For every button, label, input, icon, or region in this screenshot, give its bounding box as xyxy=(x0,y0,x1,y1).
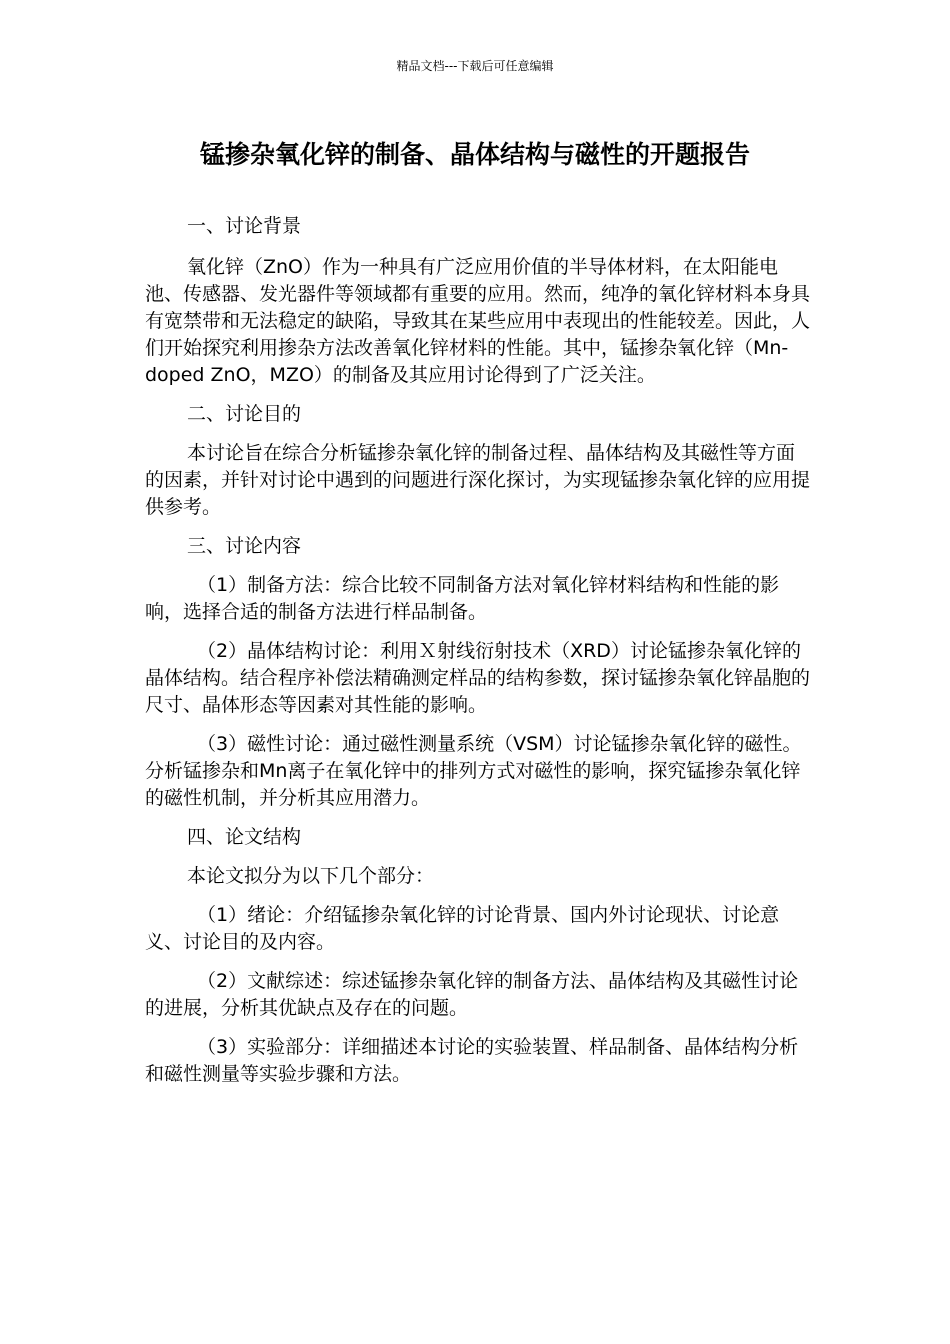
list-item-preparation: （1）制备方法：综合比较不同制备方法对氧化锌材料结构和性能的影响，选择合适的制备方法进行样品制备。 xyxy=(145,574,780,623)
list-item-introduction: （1）绪论：介绍锰掺杂氧化锌的讨论背景、国内外讨论现状、讨论意义、讨论目的及内容。 xyxy=(145,904,780,953)
running-header: 精品文档---下载后可任意编辑 xyxy=(396,59,554,73)
section-heading-structure: 四、论文结构 xyxy=(187,826,302,848)
paragraph-purpose: 本讨论旨在综合分析锰掺杂氧化锌的制备过程、晶体结构及其磁性等方面的因素，并针对讨论中遇到的问题进行深化探讨，为实现锰掺杂氧化锌的应用提供参考。 xyxy=(145,442,811,518)
paragraph-background: 氧化锌（ZnO）作为一种具有广泛应用价值的半导体材料，在太阳能电池、传感器、发光器件等领域都有重要的应用。然而，纯净的氧化锌材料本身具有宽禁带和无法稳定的缺陷，导致其在某些应用中表现出的性能较差。因此，人们开始探究利用掺杂方法改善氧化锌材料的性能。其中，锰掺杂氧化锌（Mn-doped ZnO，MZO）的制备及其应用讨论得到了广泛关注。 xyxy=(145,256,811,386)
document-title: 锰掺杂氧化锌的制备、晶体结构与磁性的开题报告 xyxy=(199,140,750,169)
list-item-crystal-structure: （2）晶体结构讨论：利用Ｘ射线衍射技术（XRD）讨论锰掺杂氧化锌的晶体结构。结合程序补偿法精确测定样品的结构参数，探讨锰掺杂氧化锌晶胞的尺寸、晶体形态等因素对其性能的影响。 xyxy=(145,640,811,716)
list-item-magnetism: （3）磁性讨论：通过磁性测量系统（VSM）讨论锰掺杂氧化锌的磁性。分析锰掺杂和Mn离子在氧化锌中的排列方式对磁性的影响，探究锰掺杂氧化锌的磁性机制，并分析其应用潜力。 xyxy=(145,733,802,809)
document-body xyxy=(145,213,813,1100)
paragraph-structure-intro: 本论文拟分为以下几个部分： xyxy=(187,865,435,887)
section-heading-background: 一、讨论背景 xyxy=(187,215,302,237)
section-heading-purpose: 二、讨论目的 xyxy=(187,403,302,425)
section-heading-content: 三、讨论内容 xyxy=(187,535,302,557)
list-item-literature-review: （2）文献综述：综述锰掺杂氧化锌的制备方法、晶体结构及其磁性讨论的进展，分析其优缺点及存在的问题。 xyxy=(145,970,799,1019)
list-item-experiment: （3）实验部分：详细描述本讨论的实验装置、样品制备、晶体结构分析和磁性测量等实验步骤和方法。 xyxy=(145,1036,799,1085)
